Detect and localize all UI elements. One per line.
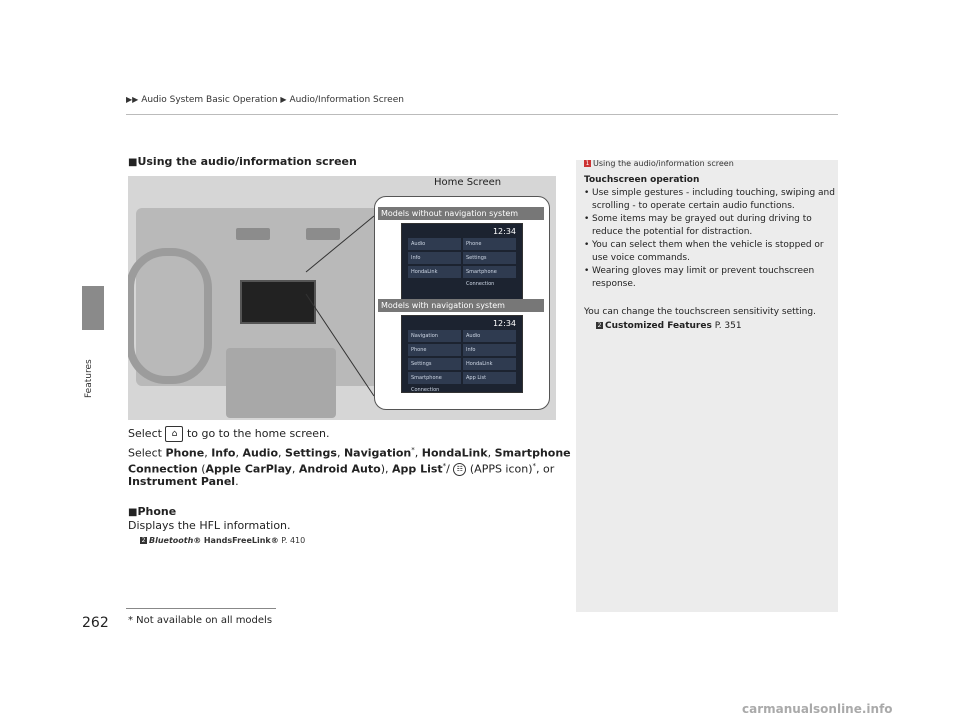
tag-without-nav: Models without navigation system	[378, 207, 544, 220]
ref-reg: ®	[193, 536, 202, 545]
home-item[interactable]: Settings	[408, 358, 461, 370]
home-item[interactable]: Settings	[463, 252, 516, 264]
home-item[interactable]: Navigation	[408, 330, 461, 342]
option-audio: Audio	[242, 446, 279, 460]
clock: 12:34	[492, 319, 516, 328]
screen-with-nav	[401, 315, 523, 393]
note-ref-page: P. 351	[714, 321, 742, 331]
home-item[interactable]: Audio	[408, 238, 461, 250]
home-item[interactable]: Phone	[463, 238, 516, 250]
option-instrument-panel: Instrument Panel	[128, 475, 236, 488]
home-item[interactable]: App List	[463, 372, 516, 384]
note-bullet: • Wearing gloves may limit or prevent touchscreen response.	[584, 265, 838, 291]
home-screen-callout	[374, 196, 550, 410]
header-rule	[126, 114, 838, 115]
option-phone: Phone	[165, 446, 205, 460]
watermark: carmanualsonline.info	[742, 702, 893, 716]
option-navigation: Navigation	[343, 446, 412, 460]
breadcrumb-part1[interactable]: Audio System Basic Operation	[141, 95, 278, 105]
side-tab	[82, 286, 104, 330]
note-title: Touchscreen operation	[584, 175, 700, 185]
home-screen-label: Home Screen	[434, 177, 502, 188]
ref-reg: ®	[270, 536, 279, 545]
home-icon: ⌂	[165, 426, 183, 442]
note-ref-label: Customized Features	[605, 321, 712, 331]
select-line-4: Instrument Panel.	[128, 475, 239, 488]
apps-icon: ☷	[453, 463, 466, 476]
side-note	[576, 160, 838, 612]
breadcrumb	[126, 95, 404, 105]
footnote-star: *	[532, 462, 537, 470]
home-item[interactable]: HondaLink	[408, 266, 461, 278]
option-info: Info	[211, 446, 236, 460]
footnote-star: *	[442, 462, 447, 470]
note-bullet: • You can select them when the vehicle is stopped or use voice commands.	[584, 239, 838, 265]
square-bullet-icon: ■	[128, 157, 138, 168]
select-text: Select	[128, 446, 162, 460]
footnote: * Not available on all models	[128, 615, 273, 626]
option-connection: Connection	[128, 462, 198, 476]
note-paragraph: You can change the touchscreen sensitivity setting.	[584, 307, 816, 317]
select-text: Select	[128, 427, 162, 440]
breadcrumb-part2[interactable]: Audio/Information Screen	[289, 95, 404, 105]
ref-hfl: HandsFreeLink	[203, 536, 271, 545]
home-item[interactable]: Phone	[408, 344, 461, 356]
square-bullet-icon: ■	[128, 507, 138, 518]
section-heading-text: Phone	[137, 505, 177, 518]
home-item[interactable]: Smartphone Connection	[408, 372, 461, 384]
footnote-star: *	[411, 446, 415, 454]
reference-arrow-icon: 2	[597, 322, 602, 329]
section-heading-using	[128, 155, 357, 168]
page-number: 262	[82, 615, 109, 631]
apps-text: (APPS icon)	[469, 462, 533, 476]
note-head-text: Using the audio/information screen	[593, 159, 734, 168]
option-smartphone: Smartphone	[494, 446, 571, 460]
note-arrow-icon: 1	[585, 160, 590, 167]
section-heading-phone	[128, 505, 176, 518]
note-bullet: • Some items may be grayed out during driving to reduce the potential for distraction.	[584, 213, 838, 239]
home-item[interactable]: HondaLink	[463, 358, 516, 370]
screen-without-nav	[401, 223, 523, 301]
select-line-3: Connection (Apple CarPlay, Android Auto), App List*/ ☷ (APPS icon)*, or	[128, 462, 555, 476]
phone-reference[interactable]	[140, 536, 305, 545]
home-item[interactable]: Info	[408, 252, 461, 264]
note-reference[interactable]	[596, 320, 842, 333]
footnote-rule	[126, 608, 276, 609]
select-line-1	[128, 426, 330, 442]
home-item[interactable]: Audio	[463, 330, 516, 342]
option-applist: App List	[391, 462, 443, 476]
reference-arrow-icon: 2	[141, 537, 146, 544]
clock: 12:34	[492, 227, 516, 236]
breadcrumb-arrow-icon: ▶▶	[126, 95, 139, 104]
ref-page: P. 410	[281, 536, 306, 545]
tag-with-nav: Models with navigation system	[378, 299, 544, 312]
phone-description: Displays the HFL information.	[128, 519, 291, 532]
home-item[interactable]: Info	[463, 344, 516, 356]
home-item[interactable]: Smartphone Connection	[463, 266, 516, 278]
note-head	[584, 159, 734, 168]
ref-bluetooth: Bluetooth	[149, 536, 194, 545]
note-bullet: • Use simple gestures - including touching, swiping and scrolling - to operate certain audio functions.	[584, 187, 838, 213]
or-text: or	[543, 462, 555, 476]
breadcrumb-arrow-icon: ▶	[280, 95, 287, 104]
select-line-2: Select Phone, Info, Audio, Settings, Navigation*, HondaLink, Smartphone	[128, 446, 571, 460]
select-text: to go to the home screen.	[186, 427, 330, 440]
option-settings: Settings	[285, 446, 337, 460]
option-hondalink: HondaLink	[421, 446, 488, 460]
option-carplay: Apple CarPlay	[205, 462, 292, 476]
option-android: Android Auto	[298, 462, 381, 476]
section-heading-text: Using the audio/information screen	[137, 155, 357, 168]
side-label: Features	[84, 359, 94, 398]
